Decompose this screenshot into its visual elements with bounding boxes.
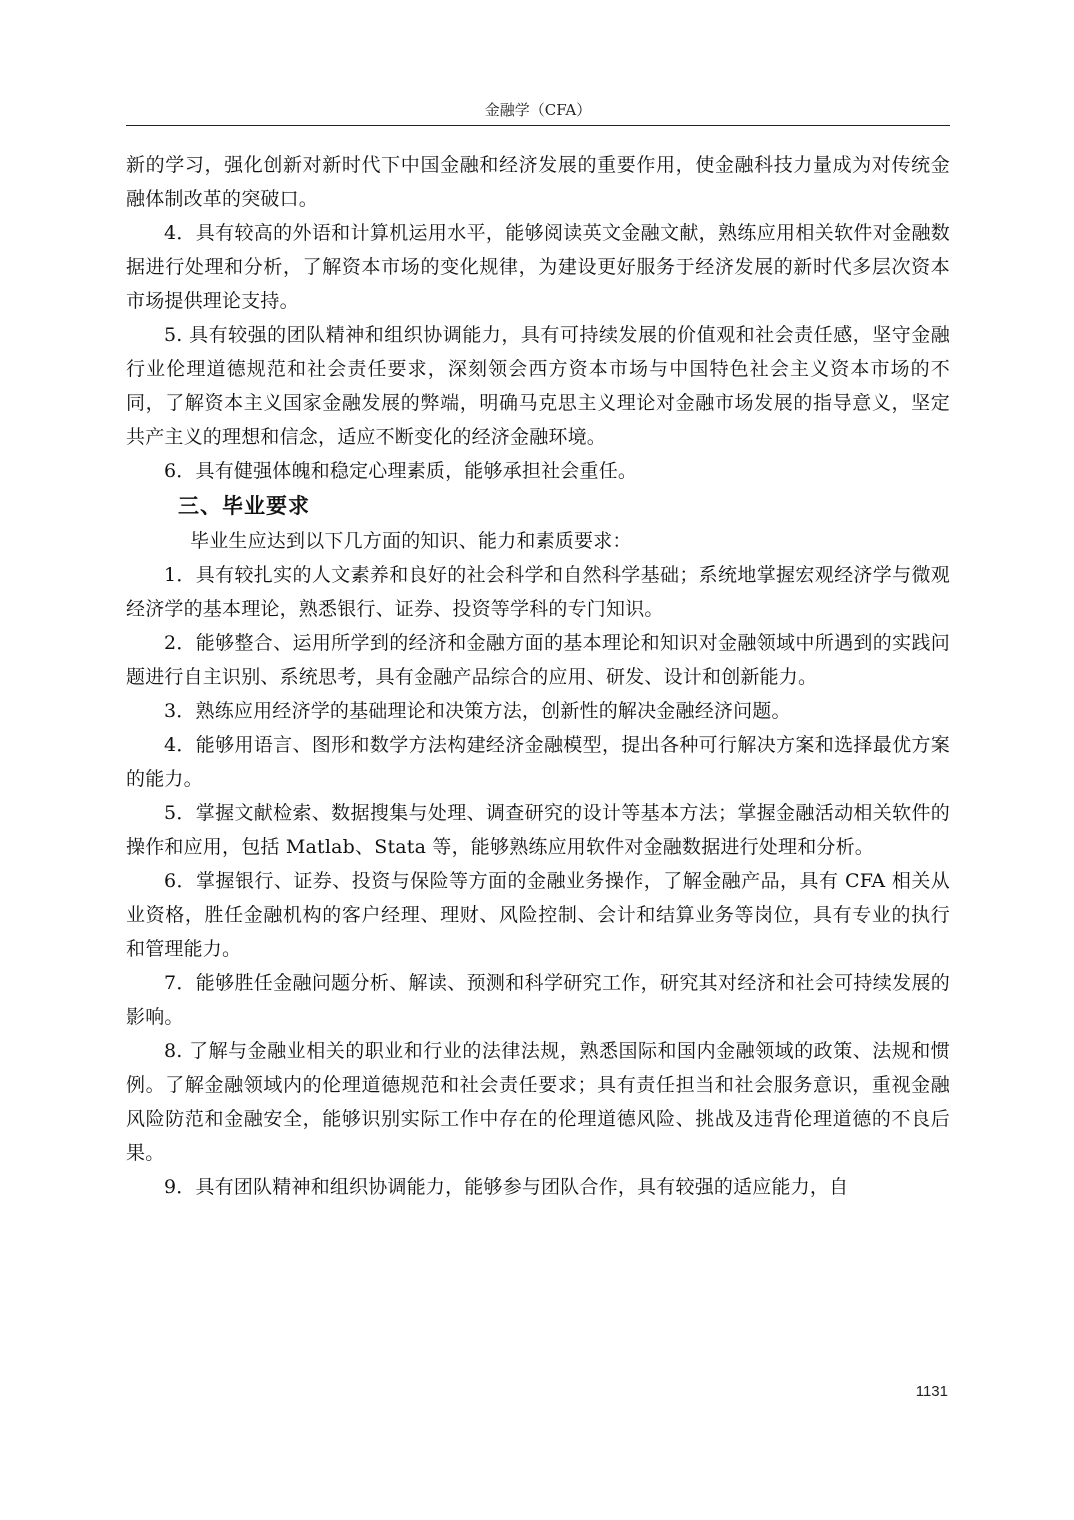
requirement-item-1: 1．具有较扎实的人文素养和良好的社会科学和自然科学基础；系统地掌握宏观经济学与微观经济学的基本理论，熟悉银行、证券、投资等学科的专门知识。 [126,564,950,620]
header-divider [126,125,950,126]
document-body [126,148,950,1204]
paragraph-item-4: 4．具有较高的外语和计算机运用水平，能够阅读英文金融文献，熟练应用相关软件对金融数据进行处理和分析，了解资本市场的变化规律，为建设更好服务于经济发展的新时代多层次资本市场提供理论支持。 [126,222,950,312]
requirement-item-6: 6．掌握银行、证券、投资与保险等方面的金融业务操作，了解金融产品，具有 CFA 相关从业资格，胜任金融机构的客户经理、理财、风险控制、会计和结算业务等岗位，具有专业的执行和管理能力。 [126,870,950,960]
requirement-item-2: 2．能够整合、运用所学到的经济和金融方面的基本理论和知识对金融领域中所遇到的实践问题进行自主识别、系统思考，具有金融产品综合的应用、研发、设计和创新能力。 [126,632,950,688]
requirement-item-9: 9．具有团队精神和组织协调能力，能够参与团队合作，具有较强的适应能力，自 [164,1176,849,1198]
requirement-item-3: 3．熟练应用经济学的基础理论和决策方法，创新性的解决金融经济问题。 [164,700,791,722]
paragraph-item-5: 5. 具有较强的团队精神和组织协调能力，具有可持续发展的价值观和社会责任感，坚守金融行业伦理道德规范和社会责任要求，深刻领会西方资本市场与中国特色社会主义资本市场的不同，了解资本主义国家金融发展的弊端，明确马克思主义理论对金融市场发展的指导意义，坚定共产主义的理想和信念，适应不断变化的经济金融环境。 [126,324,950,448]
page-header-title: 金融学（CFA） [484,101,592,119]
page-number: 1131 [915,1383,948,1400]
requirement-item-8: 8. 了解与金融业相关的职业和行业的法律法规，熟悉国际和国内金融领域的政策、法规和惯例。了解金融领域内的伦理道德规范和社会责任要求；具有责任担当和社会服务意识，重视金融风险防范和金融安全，能够识别实际工作中存在的伦理道德风险、挑战及违背伦理道德的不良后果。 [126,1040,950,1164]
requirements-intro: 毕业生应达到以下几方面的知识、能力和素质要求： [190,530,632,552]
paragraph-continuation: 新的学习，强化创新对新时代下中国金融和经济发展的重要作用，使金融科技力量成为对传统金融体制改革的突破口。 [126,154,950,210]
requirement-item-7: 7．能够胜任金融问题分析、解读、预测和科学研究工作，研究其对经济和社会可持续发展的影响。 [126,972,950,1028]
requirement-item-5: 5．掌握文献检索、数据搜集与处理、调查研究的设计等基本方法；掌握金融活动相关软件的操作和应用，包括 Matlab、Stata 等，能够熟练应用软件对金融数据进行处理和分析。 [126,802,950,858]
paragraph-item-6: 6．具有健强体魄和稳定心理素质，能够承担社会重任。 [164,460,638,482]
requirement-item-4: 4．能够用语言、图形和数学方法构建经济金融模型，提出各种可行解决方案和选择最优方案的能力。 [126,734,950,790]
section-heading-graduation-requirements: 三、毕业要求 [178,494,310,518]
